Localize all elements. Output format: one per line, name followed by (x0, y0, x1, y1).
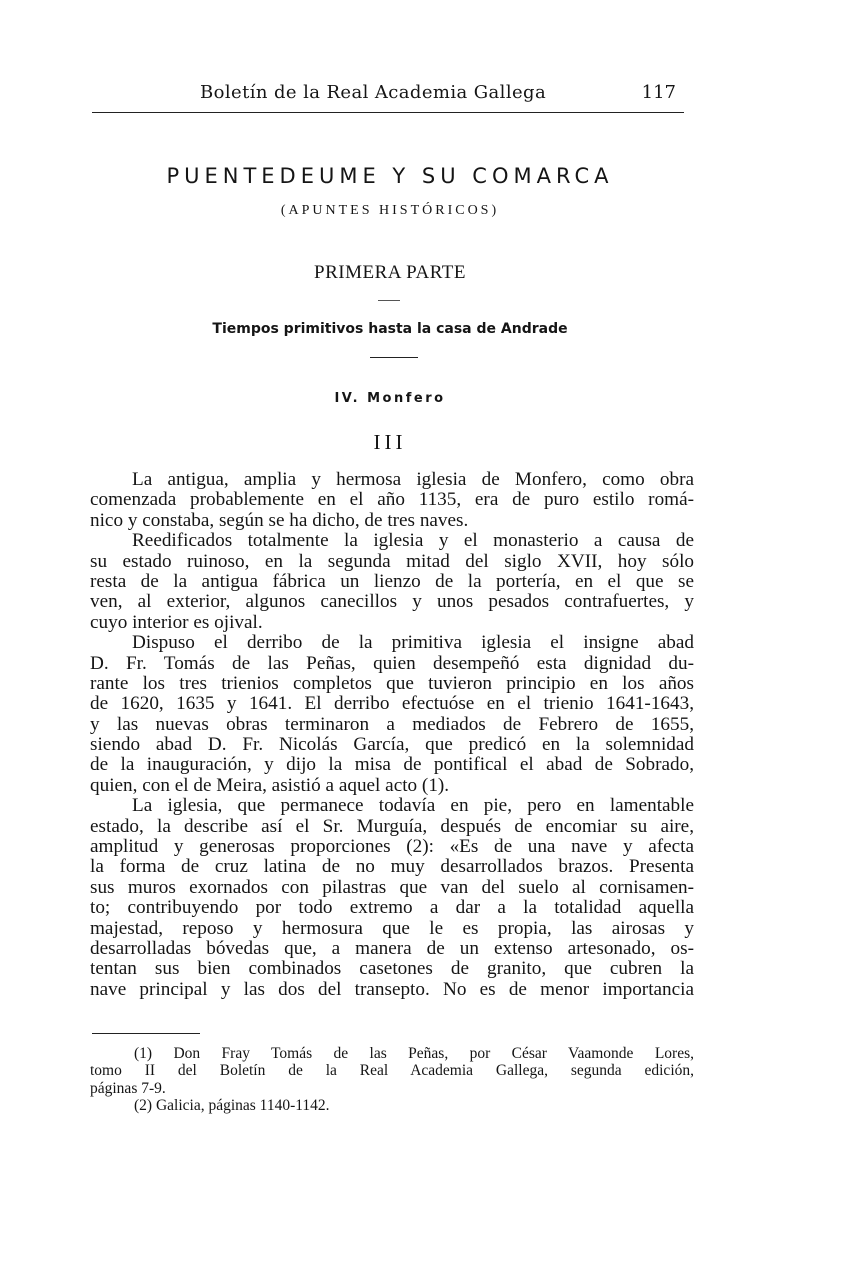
text-line: D. Fr. Tomás de las Peñas, quien desempeñó esta dignidad du- (90, 652, 694, 674)
text-line: rante los tres trienios completos que tuvieron principio en los años (90, 672, 694, 694)
section-divider (370, 357, 418, 358)
text-line: sus muros exornados con pilastras que van del suelo al cornisamen- (90, 876, 694, 898)
text-line: ven, al exterior, algunos canecillos y unos pesados contrafuertes, y (90, 591, 694, 613)
footnote-line: (2) Galicia, páginas 1140-1142. (134, 1097, 330, 1115)
part-heading: PRIMERA PARTE (314, 262, 466, 283)
running-title: Boletín de la Real Academia Gallega (200, 82, 547, 103)
footnote-line: (1) Don Fray Tomás de las Peñas, por César Vaamonde Lores, (134, 1045, 694, 1062)
text-line: y las nuevas obras terminaron a mediados de Febrero de 1655, (90, 713, 694, 735)
text-line: quien, con el de Meira, asistió a aquel acto (1). (90, 774, 450, 796)
text-line: nico y constaba, según se ha dicho, de tres naves. (90, 509, 469, 531)
text-line: Dispuso el derribo de la primitiva iglesia el insigne abad (132, 632, 694, 654)
text-line: desarrolladas bóvedas que, a manera de un extenso artesonado, os- (90, 937, 694, 959)
page-number: 117 (641, 82, 676, 103)
text-line: Reedificados totalmente la iglesia y el monasterio a causa de (132, 530, 694, 552)
footnote-line: páginas 7-9. (90, 1079, 166, 1097)
text-line: amplitud y generosas proporciones (2): «Es de una nave y afecta (90, 836, 694, 858)
text-line: resta de la antigua fábrica un lienzo de la portería, en el que se (90, 570, 694, 592)
subsection-heading: IV. Monfero (334, 391, 446, 406)
footnote-line: tomo II del Boletín de la Real Academia Gallega, segunda edición, (90, 1062, 694, 1080)
text-line: tentan sus bien combinados casetones de granito, que cubren la (90, 958, 694, 980)
section-heading: Tiempos primitivos hasta la casa de Andrade (212, 321, 568, 337)
text-line: la forma de cruz latina de no muy desarrollados brazos. Presenta (90, 856, 694, 878)
text-line: de la inauguración, y dijo la misa de pontifical el abad de Sobrado, (90, 754, 694, 776)
article-title: PUENTEDEUME Y SU COMARCA (166, 164, 614, 188)
text-line: estado, la describe así el Sr. Murguía, después de encomiar su aire, (90, 815, 694, 837)
text-line: siendo abad D. Fr. Nicolás García, que predicó en la solemnidad (90, 734, 694, 756)
text-line: cuyo interior es ojival. (90, 611, 263, 633)
article-subtitle: (APUNTES HISTÓRICOS) (280, 203, 500, 218)
text-line: La antigua, amplia y hermosa iglesia de Monfero, como obra (132, 469, 694, 490)
text-line: nave principal y las dos del transepto. No es de menor importancia (90, 978, 694, 1000)
text-line: La iglesia, que permanece todavía en pie, pero en lamentable (132, 795, 694, 817)
footnote-divider (92, 1033, 200, 1034)
text-line: de 1620, 1635 y 1641. El derribo efectuóse en el trienio 1641-1643, (90, 693, 694, 715)
text-line: su estado ruinoso, en la segunda mitad del siglo XVII, hoy sólo (90, 550, 694, 572)
text-line: to; contribuyendo por todo extremo a dar a la totalidad aquella (90, 897, 694, 919)
part-divider (378, 300, 400, 301)
chapter-numeral: III (373, 430, 407, 454)
page-header (92, 80, 684, 113)
text-line: comenzada probablemente en el año 1135, era de puro estilo romá- (90, 489, 694, 511)
body-text (90, 470, 694, 1000)
text-line: majestad, reposo y hermosura que le es propia, las airosas y (90, 917, 694, 939)
footnotes (90, 1045, 694, 1115)
